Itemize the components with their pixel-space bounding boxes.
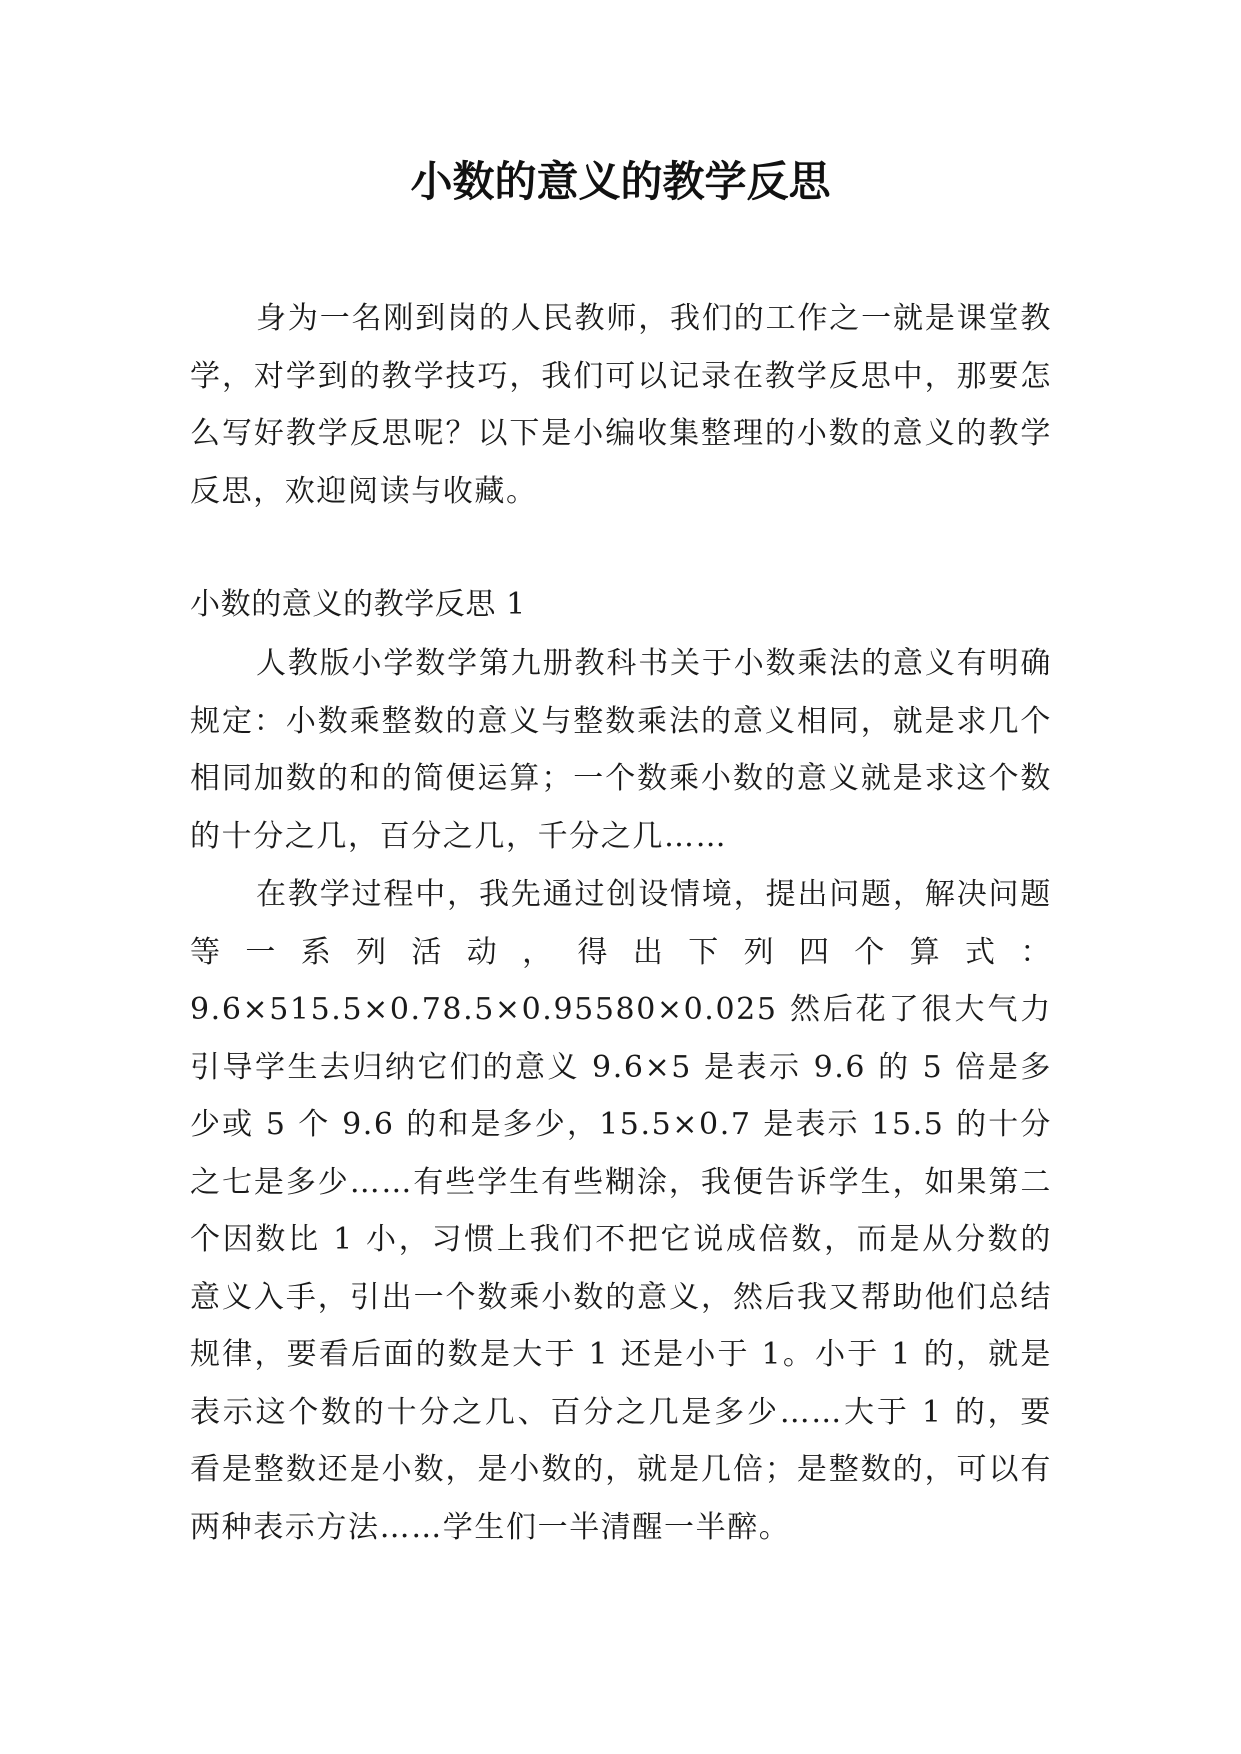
intro-paragraph: 身为一名刚到岗的人民教师，我们的工作之一就是课堂教学，对学到的教学技巧，我们可以记录在教学反思中，那要怎么写好教学反思呢？以下是小编收集整理的小数的意义的教学反思，欢迎阅读与收藏。 (190, 301, 1052, 509)
section-paragraph-1: 人教版小学数学第九册教科书关于小数乘法的意义有明确规定：小数乘整数的意义与整数乘法的意义相同，就是求几个相同加数的和的简便运算；一个数乘小数的意义就是求这个数的十分之几，百分之几，千分之几…… (190, 646, 1052, 854)
document-title: 小数的意义的教学反思 (410, 157, 831, 206)
section-heading: 小数的意义的教学反思 1 (190, 587, 526, 622)
section-paragraph-2: 在教学过程中，我先通过创设情境，提出问题，解决问题等一系列活动，得出下列四个算式：9.6×515.5×0.78.5×0.95580×0.025 然后花了很大气力引导学生去归纳它们的意义 9.6×5 是表示 9.6 的 5 倍是多少或 5 个 9.6 的和是多少，15.5×0.7 是表示 15.5 的十分之七是多少……有些学生有些糊涂，我便告诉学生，如果第二个因数比 1 小，习惯上我们不把它说成倍数，而是从分数的意义入手，引出一个数乘小数的意义，然后我又帮助他们总结规律，要看后面的数是大于 1 还是小于 1。小于 1 的，就是表示这个数的十分之几、百分之几是多少……大于 1 的，要看是整数还是小数，是小数的，就是几倍；是整数的，可以有两种表示方法……学生们一半清醒一半醉。 (190, 877, 1052, 1545)
